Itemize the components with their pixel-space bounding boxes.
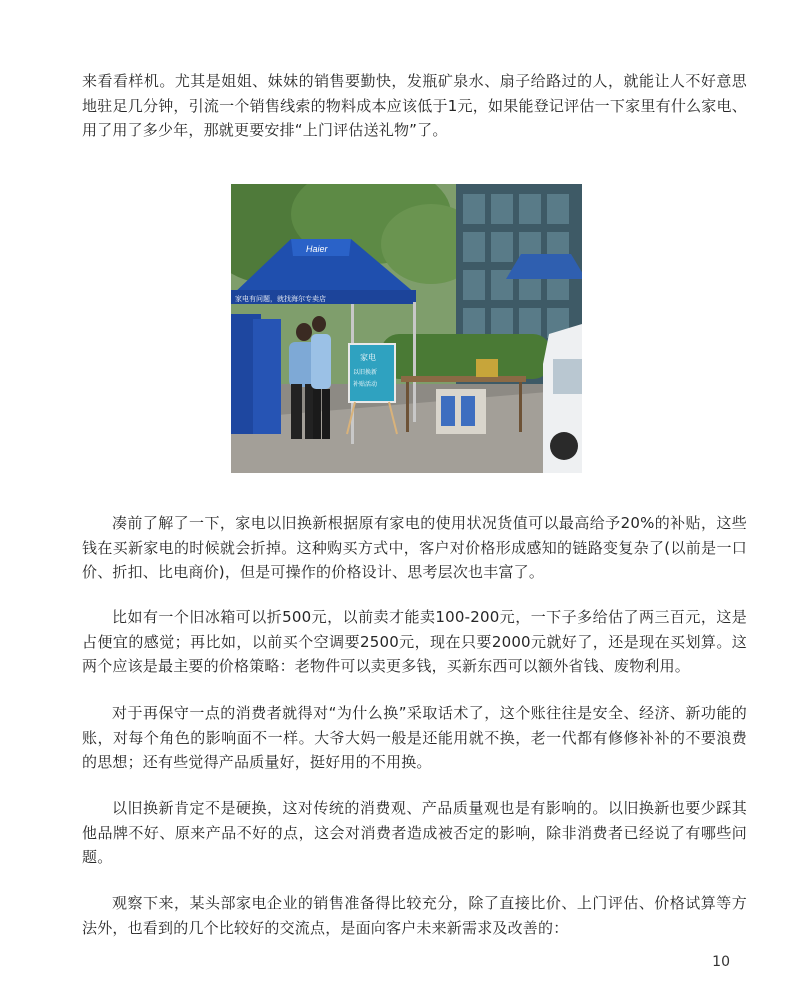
photo-haier-tent-booth	[231, 184, 582, 473]
paragraph-4: 对于再保守一点的消费者就得对“为什么换”采取话术了，这个账往往是安全、经济、新功能的账，对每个角色的影响面不一样。大爷大妈一般是还能用就不换，老一代都有修修补补的不要浪费的思想；还有些觉得产品质量好，挺好用的不用换。	[82, 704, 747, 771]
tent-banner-text: 家电有问题，就找海尔专卖店	[235, 295, 326, 303]
paragraph-6: 观察下来，某头部家电企业的销售准备得比较充分，除了直接比价、上门评估、价格试算等方法外，也看到的几个比较好的交流点，是面向客户未来新需求及改善的：	[82, 894, 747, 937]
paragraph-2: 凑前了解了一下，家电以旧换新根据原有家电的使用状况货值可以最高给予20%的补贴，这些钱在买新家电的时候就会折掉。这种购买方式中，客户对价格形成感知的链路变复杂了(以前是一口价、折扣、比电商价)，但是可操作的价格设计、思考层次也丰富了。	[82, 514, 747, 581]
tent-brand-text: Haier	[306, 244, 328, 254]
paragraph-1: 来看看样机。尤其是姐姐、妹妹的销售要勤快，发瓶矿泉水、扇子给路过的人，就能让人不好意思地驻足几分钟，引流一个销售线索的物料成本应该低于1元，如果能登记评估一下家里有什么家电、用了用了多少年，那就更要安排“上门评估送礼物”了。	[82, 72, 747, 139]
paragraph-3: 比如有一个旧冰箱可以折500元，以前卖才能卖100-200元，一下子多给估了两三百元，这是占便宜的感觉；再比如，以前买个空调要2500元，现在只要2000元就好了，还是现在买划算。这两个应该是最主要的价格策略：老物件可以卖更多钱，买新东西可以额外省钱、废物利用。	[82, 608, 747, 675]
page-number: 10	[712, 954, 730, 970]
sign-line-2: 以旧换新	[353, 369, 378, 376]
sign-line-1: 家电	[360, 353, 376, 362]
sign-line-3: 补贴活动	[353, 381, 378, 388]
paragraph-5: 以旧换新肯定不是硬换，这对传统的消费观、产品质量观也是有影响的。以旧换新也要少踩其他品牌不好、原来产品不好的点，这会对消费者造成被否定的影响，除非消费者已经说了有哪些问题。	[82, 799, 747, 866]
